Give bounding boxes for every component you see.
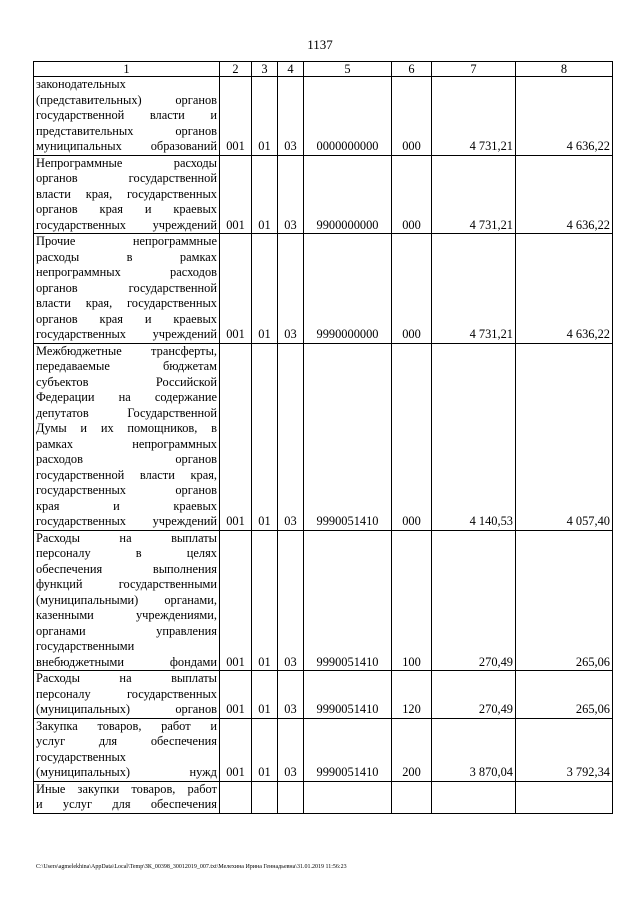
section-code: 01	[252, 343, 278, 530]
table-row	[34, 781, 613, 813]
amount-planned: 4 731,21	[432, 77, 516, 156]
admin-code: 001	[220, 530, 252, 671]
target-article-code: 9900000000	[304, 155, 392, 234]
row-description	[34, 77, 220, 156]
expense-type-code: 100	[392, 530, 432, 671]
amount-planned: 4 731,21	[432, 155, 516, 234]
footer-path: C:\Users\agmelekhina\AppData\Local\Temp\ЗК_00398_30012019_007.txt\Мелехина Ирина Геннадьевна\31.01.2019 11:56:23	[36, 864, 347, 870]
admin-code: 001	[220, 671, 252, 719]
section-code: 01	[252, 671, 278, 719]
amount-executed: 4 636,22	[516, 77, 613, 156]
description-line: непрограммных расходов	[36, 265, 217, 279]
description-line: органов государственной	[36, 280, 217, 295]
header-col-4: 4	[278, 62, 304, 77]
expense-type-code: 000	[392, 155, 432, 234]
description-line: органами управления	[36, 623, 217, 638]
admin-code: 001	[220, 343, 252, 530]
row-description	[34, 671, 220, 719]
header-col-8: 8	[516, 62, 613, 77]
description-line: расходов органов	[36, 452, 217, 466]
header-col-6: 6	[392, 62, 432, 77]
description-line: Расходы на выплаты	[36, 671, 217, 685]
description-line: услуг для обеспечения	[36, 734, 217, 748]
description-line: государственных органов	[36, 483, 217, 497]
table-row	[34, 718, 613, 781]
admin-code	[220, 781, 252, 813]
description-line: расходы в рамках	[36, 249, 217, 264]
table-row	[34, 671, 613, 719]
description-line: депутатов Государственной	[36, 405, 217, 420]
expense-type-code: 120	[392, 671, 432, 719]
amount-planned	[432, 781, 516, 813]
amount-planned: 270,49	[432, 530, 516, 671]
description-line: Межбюджетные трансферты,	[36, 343, 217, 358]
description-line: обеспечения выполнения	[36, 561, 217, 576]
target-article-code: 9990051410	[304, 343, 392, 530]
description-line: персоналу в целях	[36, 546, 217, 560]
description-line: края и краевых	[36, 498, 217, 513]
description-line: власти края, государственных	[36, 296, 217, 310]
description-line: Непрограммные расходы	[36, 155, 217, 170]
admin-code: 001	[220, 155, 252, 234]
description-line: государственных	[36, 749, 127, 764]
target-article-code: 9990051410	[304, 671, 392, 719]
header-col-5: 5	[304, 62, 392, 77]
amount-executed: 265,06	[516, 530, 613, 671]
description-line: органов края и краевых	[36, 202, 217, 216]
description-line: рамках непрограммных	[36, 436, 217, 451]
description-line: Прочие непрограммные	[36, 234, 217, 248]
subsection-code	[278, 781, 304, 813]
amount-planned: 4 140,53	[432, 343, 516, 530]
subsection-code: 03	[278, 77, 304, 156]
section-code: 01	[252, 77, 278, 156]
description-line: Расходы на выплаты	[36, 530, 217, 545]
admin-code: 001	[220, 718, 252, 781]
row-description	[34, 530, 220, 671]
description-line: (муниципальных) нужд	[36, 765, 217, 779]
table-row	[34, 234, 613, 344]
table-row	[34, 343, 613, 530]
description-line: органов государственной	[36, 171, 217, 185]
subsection-code: 03	[278, 530, 304, 671]
section-code: 01	[252, 530, 278, 671]
description-line: казенными учреждениями,	[36, 608, 217, 622]
target-article-code: 9990051410	[304, 530, 392, 671]
description-line: и услуг для обеспечения	[36, 797, 217, 811]
amount-executed: 265,06	[516, 671, 613, 719]
target-article-code: 9990000000	[304, 234, 392, 344]
amount-planned: 3 870,04	[432, 718, 516, 781]
amount-executed: 4 636,22	[516, 234, 613, 344]
target-article-code: 9990051410	[304, 718, 392, 781]
expense-type-code	[392, 781, 432, 813]
description-line: (представительных) органов	[36, 92, 217, 107]
description-line: государственной власти края,	[36, 467, 217, 482]
description-line: органов края и краевых	[36, 311, 217, 326]
amount-planned: 4 731,21	[432, 234, 516, 344]
description-line: государственными	[36, 639, 135, 653]
section-code: 01	[252, 234, 278, 344]
budget-table	[33, 61, 613, 814]
table-row	[34, 155, 613, 234]
table-row	[34, 77, 613, 156]
section-code: 01	[252, 155, 278, 234]
description-line: государственных учреждений	[36, 514, 217, 528]
section-code: 01	[252, 718, 278, 781]
description-line: Федерации на содержание	[36, 390, 217, 404]
row-description	[34, 234, 220, 344]
description-line: Закупка товаров, работ и	[36, 718, 217, 733]
description-line: персоналу государственных	[36, 686, 217, 701]
description-line: государственных учреждений	[36, 327, 217, 341]
description-line: законодательных	[36, 77, 126, 91]
description-line: Думы и их помощников, в	[36, 421, 217, 435]
expense-type-code: 000	[392, 234, 432, 344]
subsection-code: 03	[278, 234, 304, 344]
expense-type-code: 000	[392, 77, 432, 156]
row-description	[34, 343, 220, 530]
description-line: функций государственными	[36, 577, 217, 591]
description-line: (муниципальных) органов	[36, 702, 217, 716]
admin-code: 001	[220, 77, 252, 156]
description-line: власти края, государственных	[36, 186, 217, 201]
row-description	[34, 781, 220, 813]
target-article-code	[304, 781, 392, 813]
target-article-code: 0000000000	[304, 77, 392, 156]
row-description	[34, 718, 220, 781]
description-line: внебюджетными фондами	[36, 654, 217, 669]
subsection-code: 03	[278, 343, 304, 530]
description-line: муниципальных образований	[36, 139, 217, 153]
amount-executed	[516, 781, 613, 813]
description-line: передаваемые бюджетам	[36, 359, 217, 373]
row-description	[34, 155, 220, 234]
header-col-3: 3	[252, 62, 278, 77]
page-number: 1137	[307, 37, 333, 52]
subsection-code: 03	[278, 671, 304, 719]
header-row	[34, 62, 613, 77]
header-col-7: 7	[432, 62, 516, 77]
expense-type-code: 200	[392, 718, 432, 781]
subsection-code: 03	[278, 718, 304, 781]
description-line: представительных органов	[36, 123, 217, 138]
description-line: Иные закупки товаров, работ	[36, 781, 217, 796]
table-body	[34, 77, 613, 814]
amount-executed: 4 636,22	[516, 155, 613, 234]
expense-type-code: 000	[392, 343, 432, 530]
section-code	[252, 781, 278, 813]
header-col-2: 2	[220, 62, 252, 77]
description-line: (муниципальными) органами,	[36, 592, 217, 607]
amount-planned: 270,49	[432, 671, 516, 719]
amount-executed: 3 792,34	[516, 718, 613, 781]
description-line: государственных учреждений	[36, 217, 217, 232]
header-col-1: 1	[34, 62, 220, 77]
subsection-code: 03	[278, 155, 304, 234]
description-line: субъектов Российской	[36, 374, 217, 389]
admin-code: 001	[220, 234, 252, 344]
table-row	[34, 530, 613, 671]
description-line: государственной власти и	[36, 108, 217, 122]
amount-executed: 4 057,40	[516, 343, 613, 530]
